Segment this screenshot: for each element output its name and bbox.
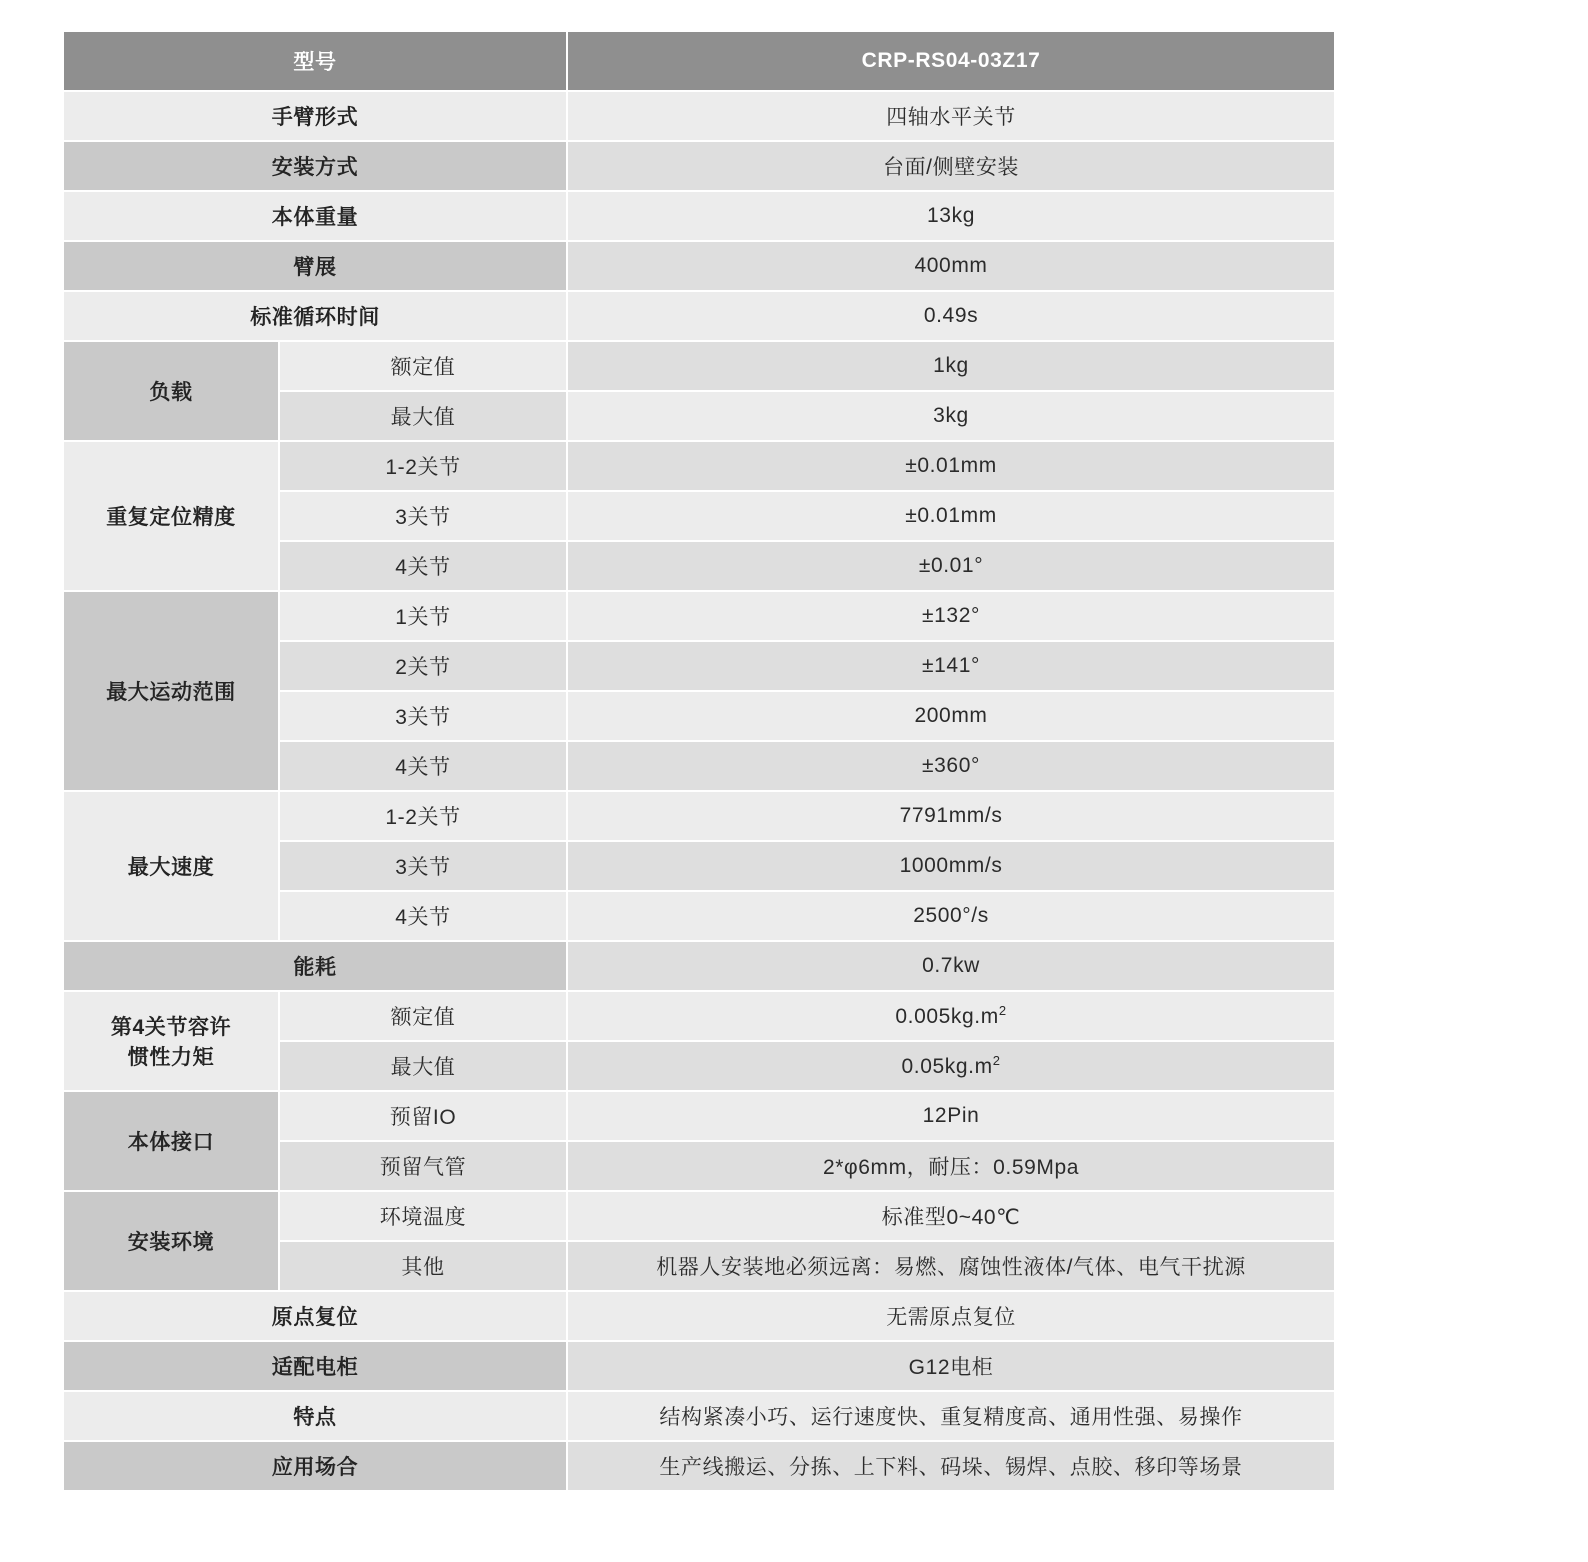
sub-label: 3关节 <box>279 841 567 891</box>
table-row <box>63 1191 1335 1241</box>
sub-label: 3关节 <box>279 691 567 741</box>
sub-label: 1-2关节 <box>279 791 567 841</box>
row-value: 无需原点复位 <box>567 1291 1335 1341</box>
row-value: ±360° <box>567 741 1335 791</box>
row-value: 机器人安装地必须远离：易燃、腐蚀性液体/气体、电气干扰源 <box>567 1241 1335 1291</box>
sub-label: 4关节 <box>279 541 567 591</box>
table-row <box>63 291 1335 341</box>
row-value-sup: 2 <box>992 1053 1001 1068</box>
group-label-inertia <box>63 991 279 1091</box>
row-label: 臂展 <box>63 241 567 291</box>
group-label-interface: 本体接口 <box>63 1091 279 1191</box>
specification-table <box>62 30 1336 1492</box>
sub-label: 预留气管 <box>279 1141 567 1191</box>
sub-label: 4关节 <box>279 741 567 791</box>
sub-label: 最大值 <box>279 391 567 441</box>
row-label-energy: 能耗 <box>63 941 567 991</box>
row-value <box>567 991 1335 1041</box>
row-value-sup: 2 <box>998 1003 1007 1018</box>
sub-label: 额定值 <box>279 991 567 1041</box>
row-value-text: 0.05kg.m <box>901 1055 993 1078</box>
table-row <box>63 1441 1335 1491</box>
group-label-repeatability: 重复定位精度 <box>63 441 279 591</box>
group-label-load: 负载 <box>63 341 279 441</box>
row-label: 安装方式 <box>63 141 567 191</box>
row-value: 1kg <box>567 341 1335 391</box>
row-value: ±0.01mm <box>567 491 1335 541</box>
group-label-line1: 第4关节容许 <box>110 1016 232 1039</box>
table-row <box>63 1341 1335 1391</box>
row-value: G12电柜 <box>567 1341 1335 1391</box>
table-row <box>63 141 1335 191</box>
row-label: 标准循环时间 <box>63 291 567 341</box>
table-row <box>63 1291 1335 1341</box>
row-value: 2*φ6mm，耐压：0.59Mpa <box>567 1141 1335 1191</box>
row-value: 3kg <box>567 391 1335 441</box>
row-label: 原点复位 <box>63 1291 567 1341</box>
sub-label: 1-2关节 <box>279 441 567 491</box>
row-value: ±141° <box>567 641 1335 691</box>
row-value: 13kg <box>567 191 1335 241</box>
header-label: 型号 <box>63 31 567 91</box>
table-row <box>63 191 1335 241</box>
row-value: ±0.01° <box>567 541 1335 591</box>
sub-label: 最大值 <box>279 1041 567 1091</box>
table-row <box>63 1091 1335 1141</box>
sub-label: 其他 <box>279 1241 567 1291</box>
row-value: ±0.01mm <box>567 441 1335 491</box>
row-value: 标准型0~40℃ <box>567 1191 1335 1241</box>
table-row <box>63 1391 1335 1441</box>
row-value: 200mm <box>567 691 1335 741</box>
table-row <box>63 941 1335 991</box>
table-row <box>63 441 1335 491</box>
sub-label: 3关节 <box>279 491 567 541</box>
row-label: 手臂形式 <box>63 91 567 141</box>
table-header-row <box>63 31 1335 91</box>
header-value: CRP-RS04-03Z17 <box>567 31 1335 91</box>
sub-label: 预留IO <box>279 1091 567 1141</box>
table-row <box>63 241 1335 291</box>
row-value: 0.7kw <box>567 941 1335 991</box>
row-value: 2500°/s <box>567 891 1335 941</box>
group-label-max-speed: 最大速度 <box>63 791 279 941</box>
row-value: 结构紧凑小巧、运行速度快、重复精度高、通用性强、易操作 <box>567 1391 1335 1441</box>
row-value: 1000mm/s <box>567 841 1335 891</box>
group-label-environment: 安装环境 <box>63 1191 279 1291</box>
table-row <box>63 341 1335 391</box>
group-label-motion-range: 最大运动范围 <box>63 591 279 791</box>
row-value: ±132° <box>567 591 1335 641</box>
row-label: 应用场合 <box>63 1441 567 1491</box>
table-row <box>63 991 1335 1041</box>
row-value: 0.49s <box>567 291 1335 341</box>
sub-label: 额定值 <box>279 341 567 391</box>
sub-label: 4关节 <box>279 891 567 941</box>
sub-label: 环境温度 <box>279 1191 567 1241</box>
row-label: 本体重量 <box>63 191 567 241</box>
row-value: 生产线搬运、分拣、上下料、码垛、锡焊、点胶、移印等场景 <box>567 1441 1335 1491</box>
row-label: 特点 <box>63 1391 567 1441</box>
row-value <box>567 1041 1335 1091</box>
row-value: 7791mm/s <box>567 791 1335 841</box>
sub-label: 1关节 <box>279 591 567 641</box>
table-row <box>63 91 1335 141</box>
row-value: 400mm <box>567 241 1335 291</box>
row-label: 适配电柜 <box>63 1341 567 1391</box>
table-row <box>63 791 1335 841</box>
row-value: 四轴水平关节 <box>567 91 1335 141</box>
row-value-text: 0.005kg.m <box>895 1005 999 1028</box>
row-value: 台面/侧壁安装 <box>567 141 1335 191</box>
row-value: 12Pin <box>567 1091 1335 1141</box>
table-row <box>63 591 1335 641</box>
sub-label: 2关节 <box>279 641 567 691</box>
group-label-line2: 惯性力矩 <box>127 1046 215 1069</box>
